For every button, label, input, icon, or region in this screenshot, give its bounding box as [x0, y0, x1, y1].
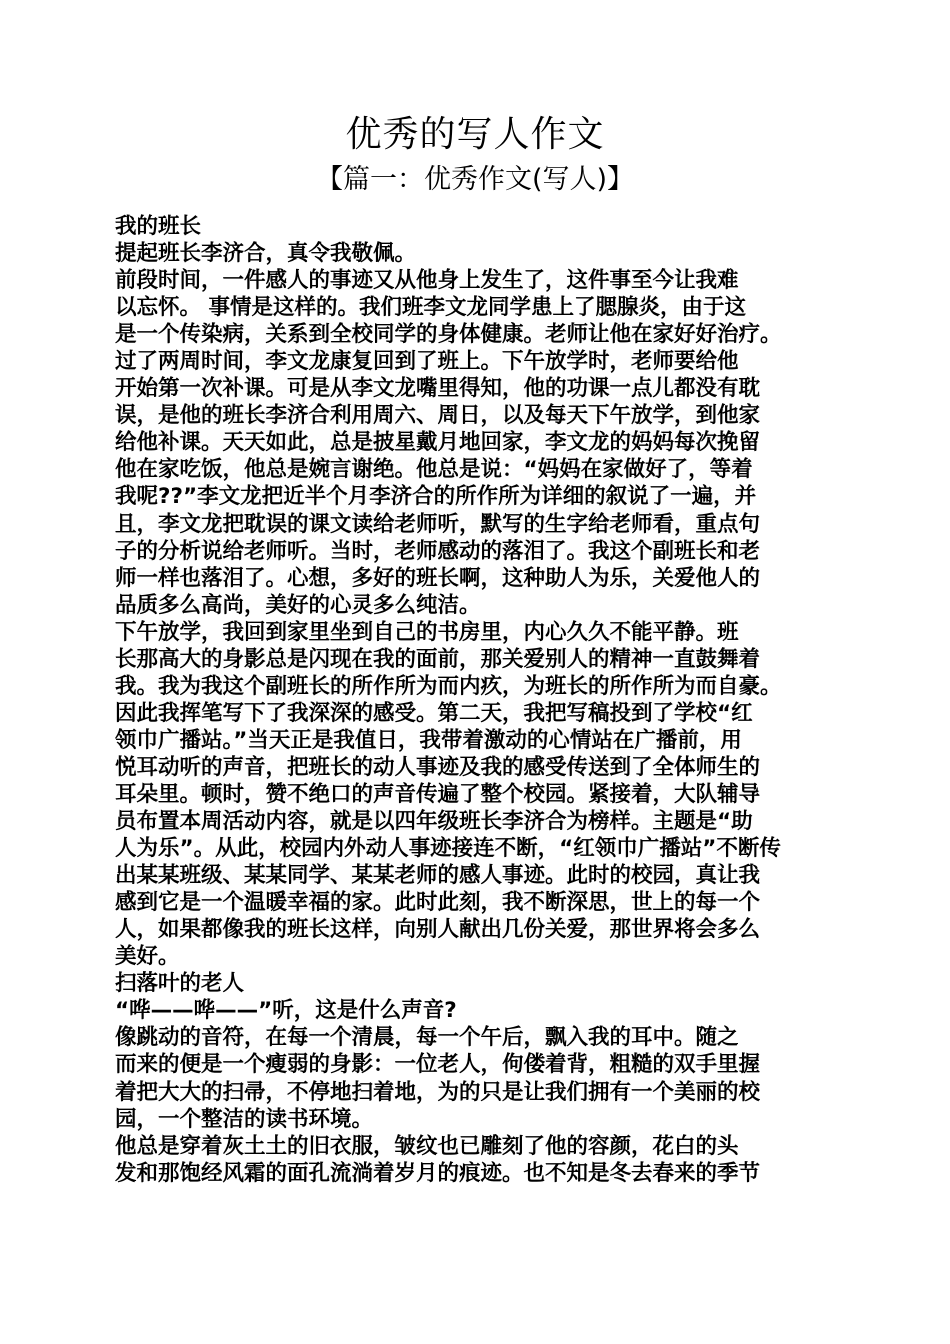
text-line: 领巾广播站。”当天正是我值日，我带着激动的心情站在广播前，用 — [115, 727, 742, 753]
document-subtitle: 【篇一：优秀作文(写人)】 — [315, 164, 635, 195]
text-line: 下午放学，我回到家里坐到自己的书房里，内心久久不能平静。班 — [115, 619, 739, 645]
text-line: 美好。 — [115, 944, 180, 970]
text-line: 他在家吃饭，他总是婉言谢绝。他总是说：“妈妈在家做好了，等着 — [115, 457, 753, 483]
text-line: 是一个传染病，关系到全校同学的身体健康。老师让他在家好好治疗。 — [115, 322, 782, 348]
text-line: 我的班长 — [115, 214, 202, 239]
text-line: 感到它是一个温暖幸福的家。此时此刻，我不断深思，世上的每一个 — [115, 890, 761, 916]
text-line: 师一样也落泪了。心想，多好的班长啊，这种助人为乐，关爱他人的 — [115, 565, 761, 591]
text-line: 扫落叶的老人 — [115, 971, 245, 997]
text-line: 误，是他的班长李济合利用周六、周日，以及每天下午放学，到他家 — [115, 403, 761, 429]
text-line: 出某某班级、某某同学、某某老师的感人事迹。此时的校园，真让我 — [115, 863, 761, 889]
text-line: 提起班长李济合，真令我敬佩。 — [115, 241, 417, 267]
text-line: 我。我为我这个副班长的所作所为而内疚，为班长的所作所为而自豪。 — [115, 673, 782, 699]
text-line: 过了两周时间，李文龙康复回到了班上。下午放学时，老师要给他 — [115, 349, 739, 375]
text-line: 给他补课。天天如此，总是披星戴月地回家，李文龙的妈妈每次挽留 — [115, 430, 761, 456]
document-title: 优秀的写人作文 — [345, 114, 605, 155]
text-line: 长那高大的身影总是闪现在我的面前，那关爱别人的精神一直鼓舞着 — [115, 646, 761, 672]
text-line: 人为乐”。从此，校园内外动人事迹接连不断，“红领巾广播站”不断传 — [115, 836, 781, 862]
text-line: 耳朵里。顿时，赞不绝口的声音传遍了整个校园。紧接着，大队辅导 — [115, 781, 761, 807]
text-line: 他总是穿着灰土土的旧衣服，皱纹也已雕刻了他的容颜，花白的头 — [115, 1133, 739, 1159]
text-line: 品质多么高尚，美好的心灵多么纯洁。 — [115, 592, 481, 618]
document-body — [115, 213, 850, 1187]
text-line: 园，一个整洁的读书环境。 — [115, 1106, 374, 1132]
text-line: 因此我挥笔写下了我深深的感受。第二天，我把写稿投到了学校“红 — [115, 700, 753, 726]
text-line: 而来的便是一个瘦弱的身影：一位老人，佝偻着背，粗糙的双手里握 — [115, 1052, 761, 1078]
text-line: 我呢??”李文龙把近半个月李济合的所作所为详细的叙说了一遍，并 — [115, 484, 757, 510]
text-line: 以忘怀。 事情是这样的。我们班李文龙同学患上了腮腺炎，由于这 — [115, 295, 746, 321]
text-line: 悦耳动听的声音，把班长的动人事迹及我的感受传送到了全体师生的 — [115, 754, 761, 780]
text-line: 发和那饱经风霜的面孔流淌着岁月的痕迹。也不知是冬去春来的季节 — [115, 1160, 761, 1186]
text-line: 前段时间，一件感人的事迹又从他身上发生了，这件事至今让我难 — [115, 268, 739, 294]
text-line: 开始第一次补课。可是从李文龙嘴里得知，他的功课一点儿都没有耽 — [115, 376, 761, 402]
text-line: 员布置本周活动内容，就是以四年级班长李济合为榜样。主题是“助 — [115, 809, 753, 835]
text-line: 且，李文龙把耽误的课文读给老师听，默写的生字给老师看，重点句 — [115, 511, 761, 537]
text-line: 像跳动的音符，在每一个清晨，每一个午后，飘入我的耳中。随之 — [115, 1025, 739, 1051]
text-line: “哗——哗——”听，这是什么声音? — [115, 998, 457, 1024]
text-line: 人，如果都像我的班长这样，向别人献出几份关爱，那世界将会多么 — [115, 917, 761, 943]
text-line: 着把大大的扫帚，不停地扫着地，为的只是让我们拥有一个美丽的校 — [115, 1079, 761, 1105]
text-line: 子的分析说给老师听。当时，老师感动的落泪了。我这个副班长和老 — [115, 538, 761, 564]
